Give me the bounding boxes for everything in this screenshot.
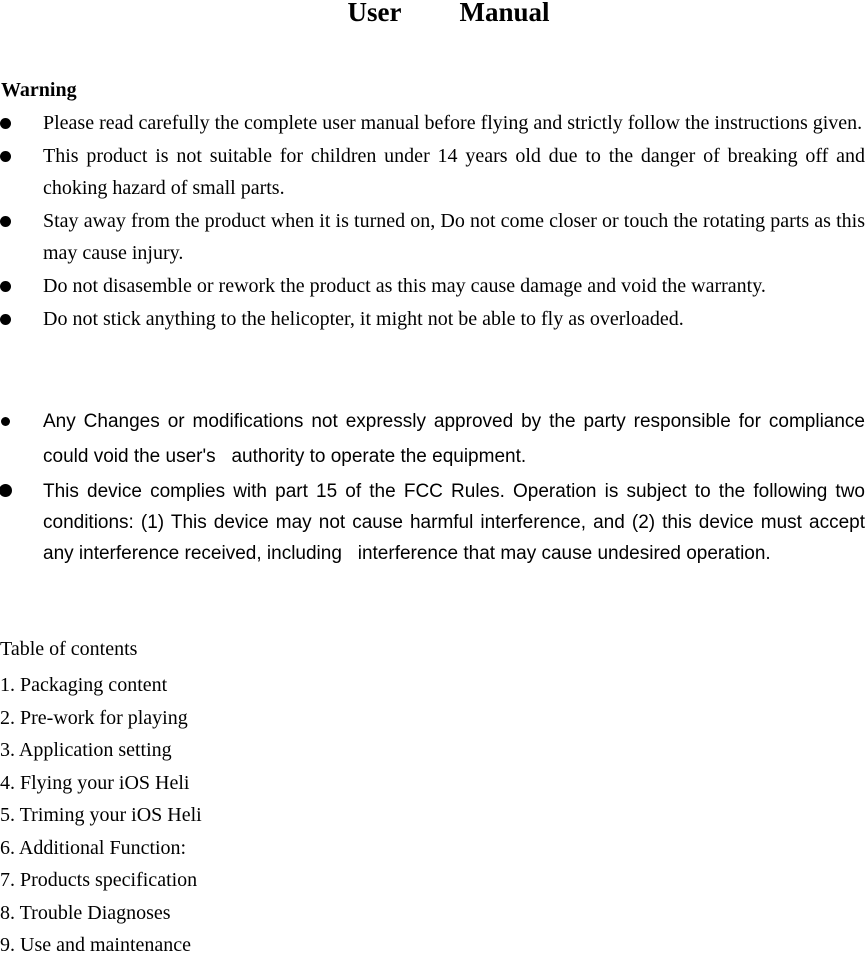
bullet-dot-icon xyxy=(0,216,11,227)
warning-item xyxy=(0,107,865,140)
warning-item xyxy=(0,303,865,336)
toc-item: 7. Products specification xyxy=(0,869,198,891)
compliance-item-text: Any Changes or modifications not expressly approved by the party responsible for compliance could void the user's authority to operate the equipment. xyxy=(43,411,865,467)
compliance-list xyxy=(0,404,865,569)
title-word-user: User xyxy=(347,0,402,27)
toc-item: 2. Pre-work for playing xyxy=(0,706,188,729)
warning-heading: Warning xyxy=(1,79,77,101)
table-of-contents xyxy=(0,669,202,962)
toc-item: 8. Trouble Diagnoses xyxy=(0,901,171,924)
warning-item xyxy=(0,270,865,303)
toc-item: 5. Triming your iOS Heli xyxy=(0,804,202,826)
bullet-dot-icon xyxy=(0,151,11,162)
compliance-item-text: This device complies with part 15 of the FCC Rules. Operation is subject to the following two conditions: (1) This device may not cause harmful interference, and (2) this device must accept any interference received, including interference that may cause undesired operation. xyxy=(43,481,865,564)
toc-heading: Table of contents xyxy=(0,638,138,660)
toc-item: 6. Additional Function: xyxy=(0,836,187,859)
warning-item xyxy=(0,205,865,270)
title-word-manual: Manual xyxy=(459,0,550,27)
warning-item-text: Please read carefully the complete user manual before flying and strictly follow the instructions given. xyxy=(43,112,863,134)
bullet-dot-icon xyxy=(0,484,12,497)
page-title xyxy=(0,0,865,28)
toc-item: 9. Use and maintenance xyxy=(0,934,192,956)
toc-item: 3. Application setting xyxy=(0,739,172,761)
toc-item: 4. Flying your iOS Heli xyxy=(0,771,190,794)
warning-item-text: Do not disasemble or rework the product as this may cause damage and void the warranty. xyxy=(43,274,766,297)
compliance-item xyxy=(0,404,865,474)
toc-item: 1. Packaging content xyxy=(0,674,168,696)
warning-list xyxy=(0,107,865,335)
warning-item-text: Stay away from the product when it is turned on, Do not come closer or touch the rotating parts as this may cause injury. xyxy=(43,209,865,265)
warning-item xyxy=(0,140,865,205)
warning-item-text: Do not stick anything to the helicopter, it might not be able to fly as overloaded. xyxy=(43,307,684,330)
bullet-dot-icon xyxy=(0,281,11,292)
bullet-dot-icon xyxy=(0,118,11,129)
bullet-dot-icon xyxy=(1,417,10,426)
bullet-dot-icon xyxy=(0,314,11,325)
compliance-item xyxy=(0,476,865,569)
warning-item-text: This product is not suitable for children under 14 years old due to the danger of breaking off and choking hazard of small parts. xyxy=(43,144,865,200)
